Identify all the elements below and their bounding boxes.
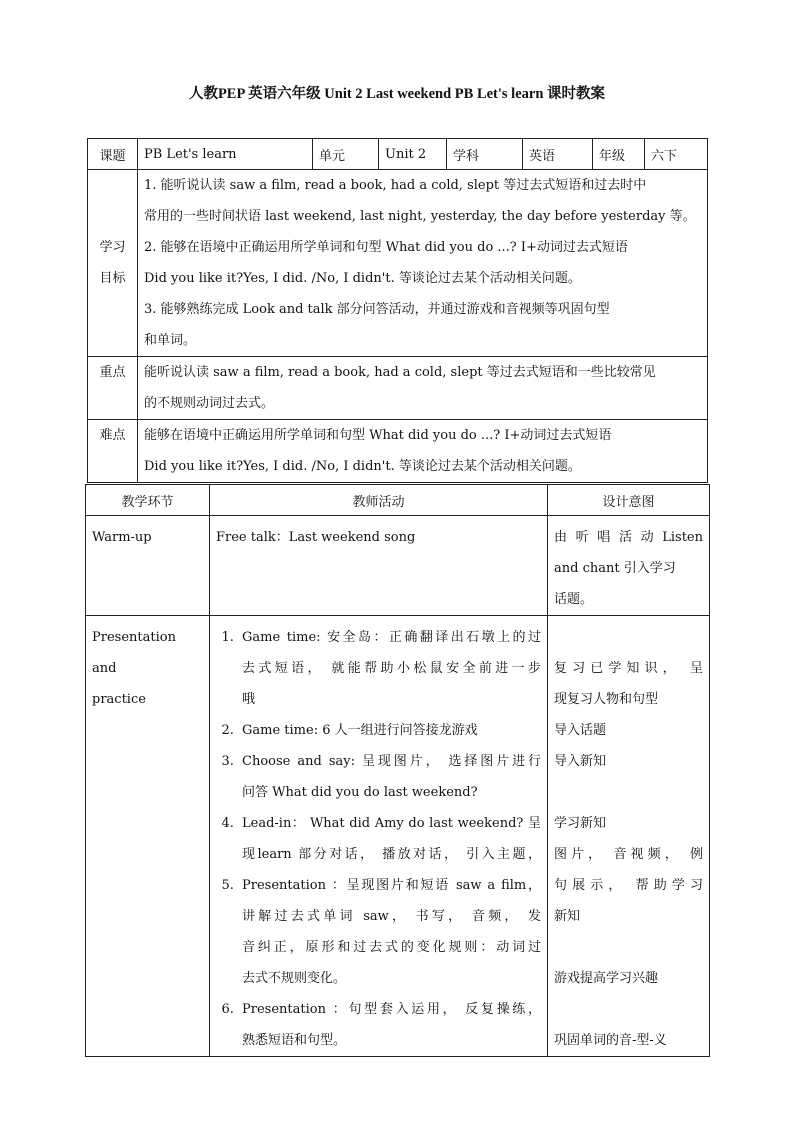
label-objectives-1: 学习 (99, 240, 126, 255)
label-keypoints: 重点 (88, 357, 138, 420)
header-intent: 设计意图 (548, 485, 710, 516)
difficulties-content (138, 420, 708, 483)
header-activity: 教师活动 (210, 485, 548, 516)
intent-line: 句展示， 帮助学习 (554, 878, 703, 893)
activity-item: 6. Presentation ：句型套入运用， 反复操练， 熟悉短语和句型。 (238, 994, 541, 1056)
keypoint-line: 能听说认读 saw a film, read a book, had a cold, slept 等过去式短语和一些比较常见 (144, 365, 656, 380)
presentation-stage-line: Presentation and (92, 630, 176, 676)
presentation-intent (548, 616, 710, 1057)
header-stage: 教学环节 (86, 485, 210, 516)
label-unit: 单元 (313, 139, 379, 170)
objective-line: 2. 能够在语境中正确运用所学单词和句型 What did you do ...? I+动词过去式短语 (144, 240, 628, 255)
warmup-intent-line: and chant 引入学习 (554, 561, 676, 576)
grade-value: 六下 (645, 139, 708, 170)
objectives-content (138, 170, 708, 357)
label-topic: 课题 (88, 139, 138, 170)
intent-line (554, 932, 703, 963)
warmup-activity: Free talk：Last weekend song (210, 516, 548, 616)
warmup-stage: Warm-up (86, 516, 210, 616)
label-grade: 年级 (593, 139, 645, 170)
label-objectives-2: 目标 (99, 271, 126, 286)
label-subject: 学科 (447, 139, 523, 170)
label-objectives (88, 170, 138, 357)
warmup-row (86, 516, 710, 616)
difficulty-line: 能够在语境中正确运用所学单词和句型 What did you do ...? I+动词过去式短语 (144, 428, 612, 443)
intent-line (554, 994, 703, 1025)
difficulties-row (88, 420, 708, 483)
intent-line (554, 777, 703, 808)
intent-line: 现复习人物和句型 (554, 692, 659, 707)
objective-line: 和单词。 (144, 333, 197, 348)
intent-line: 游戏提高学习兴趣 (554, 971, 659, 986)
activity-item: 4. Lead-in： What did Amy do last weekend? 呈 现learn 部分对话， 播放对话， 引入主题， (238, 808, 541, 870)
document-title: 人教PEP 英语六年级 Unit 2 Last weekend PB Let's learn 课时教案 (188, 86, 606, 102)
unit-value: Unit 2 (379, 139, 447, 170)
presentation-stage (86, 616, 210, 1057)
intent-line: 巩固单词的音-型-义 (554, 1033, 667, 1048)
lesson-info-table (87, 138, 708, 483)
keypoints-row (88, 357, 708, 420)
keypoints-content (138, 357, 708, 420)
intent-line: 图片， 音视频， 例 (554, 847, 703, 862)
presentation-stage-line: practice (92, 692, 146, 707)
intent-line (554, 622, 703, 653)
presentation-activities (210, 616, 548, 1057)
intent-line: 导入话题 (554, 723, 607, 738)
keypoint-line: 的不规则动词过去式。 (144, 396, 275, 411)
objective-line: 常用的一些时间状语 last weekend, last night, yesterday, the day before yesterday 等。 (144, 209, 696, 224)
presentation-row (86, 616, 710, 1057)
difficulty-line: Did you like it?Yes, I did. /No, I didn't. 等谈论过去某个活动相关问题。 (144, 459, 581, 474)
label-difficulties: 难点 (88, 420, 138, 483)
teaching-process-table (85, 484, 710, 1057)
intent-line: 新知 (554, 909, 581, 924)
info-row (88, 139, 708, 170)
activity-list (216, 622, 541, 1056)
objective-line: 1. 能听说认读 saw a film, read a book, had a cold, slept 等过去式短语和过去时中 (144, 178, 647, 193)
activity-item: 2. Game time: 6 人一组进行问答接龙游戏 (238, 715, 541, 746)
intent-line: 学习新知 (554, 816, 607, 831)
subject-value: 英语 (523, 139, 593, 170)
warmup-intent-line: 由 听 唱 活 动 Listen (554, 530, 703, 545)
process-header-row (86, 485, 710, 516)
warmup-intent-line: 话题。 (554, 592, 594, 607)
objective-line: 3. 能够熟练完成 Look and talk 部分问答活动，并通过游戏和音视频等巩固句型 (144, 302, 610, 317)
intent-line: 导入新知 (554, 754, 607, 769)
topic-value: PB Let's learn (138, 139, 313, 170)
objective-line: Did you like it?Yes, I did. /No, I didn't. 等谈论过去某个活动相关问题。 (144, 271, 581, 286)
warmup-intent (548, 516, 710, 616)
objectives-row (88, 170, 708, 357)
intent-line: 复习已学知识， 呈 (554, 661, 703, 676)
activity-item: 1. Game time: 安全岛：正确翻译出石墩上的过 去式短语， 就能帮助小松鼠安全前进一步 哦 (238, 622, 541, 715)
activity-item: 3. Choose and say: 呈现图片， 选择图片进行 问答 What did you do last weekend? (238, 746, 541, 808)
activity-item: 5. Presentation ：呈现图片和短语 saw a film， 讲解过去式单词 saw， 书写， 音频， 发 音纠正，原形和过去式的变化规则：动词过 去式不规则变化。 (238, 870, 541, 994)
